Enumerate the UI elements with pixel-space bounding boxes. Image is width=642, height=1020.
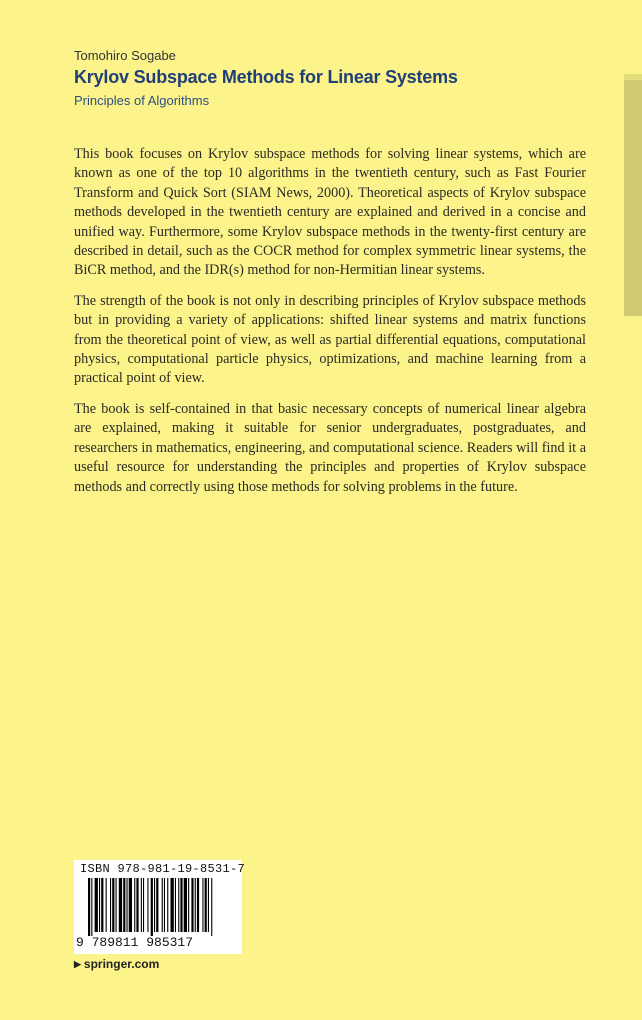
- barcode-bar: [205, 878, 207, 932]
- barcode-bar: [123, 878, 125, 932]
- barcode-bar: [180, 878, 182, 932]
- book-subtitle: Principles of Algorithms: [74, 93, 210, 108]
- book-title: Krylov Subspace Methods for Linear Systems: [74, 67, 458, 87]
- barcode-bar: [211, 878, 212, 936]
- barcode-bar: [127, 878, 128, 932]
- barcode-bar: [154, 878, 155, 932]
- isbn-barcode: [74, 860, 246, 954]
- barcode-bar: [91, 878, 92, 936]
- barcode-bar: [106, 878, 107, 932]
- barcode-bar: [119, 878, 122, 932]
- barcode-bar: [110, 878, 111, 932]
- barcode-bar: [136, 878, 138, 932]
- blurb-paragraph: The strength of the book is not only in describing principles of Krylov subspace methods but in providing a variety of applications: shifted linear systems and matrix functions from the theoretical point of view, as well as partial differential equations, computational physics, computational particle physics, optimizations, and machine learning from a practical point of view.: [74, 292, 586, 387]
- barcode-bar: [101, 878, 103, 932]
- back-cover-blurb: [74, 145, 586, 508]
- blurb-paragraph: This book focuses on Krylov subspace methods for solving linear systems, which are known as one of the top 10 algorithms in the twentieth century, such as Fast Fourier Transform and Quick Sort (SIAM News, 2000). Theoretical aspects of Krylov subspace methods developed in the twentieth century are explained and derived in a concise and unified way. Furthermore, some Krylov subspace methods in the twenty-first century are described in detail, such as the COCR method for complex symmetric linear systems, the BiCR method, and the IDR(s) method for non-Hermitian linear systems.: [74, 146, 586, 279]
- barcode-bar: [151, 878, 153, 936]
- barcode-bar: [188, 878, 189, 932]
- barcode-bar: [134, 878, 135, 932]
- barcode-bar: [99, 878, 100, 932]
- barcode-bar: [184, 878, 187, 932]
- barcode-bars: [88, 878, 236, 936]
- barcode-bar: [208, 878, 209, 932]
- barcode-digits: 9 789811 985317: [76, 935, 194, 950]
- barcode-bar: [171, 878, 174, 932]
- barcode-bar: [129, 878, 132, 932]
- barcode-bar: [162, 878, 163, 932]
- author-name: Tomohiro Sogabe: [74, 48, 176, 63]
- barcode-bar: [156, 878, 158, 932]
- isbn-label: ISBN 978-981-19-8531-7: [80, 862, 246, 876]
- barcode-bar: [164, 878, 165, 932]
- publisher-url: springer.com: [83, 957, 160, 971]
- barcode-bar: [195, 878, 196, 932]
- barcode-bar: [175, 878, 176, 932]
- spine-band-highlight: [624, 74, 642, 80]
- publisher-website[interactable]: [74, 957, 159, 971]
- triangle-right-icon: ▶: [74, 959, 81, 969]
- barcode-bar: [95, 878, 98, 932]
- barcode-bar: [112, 878, 114, 932]
- barcode-bar: [116, 878, 117, 932]
- barcode-bar: [202, 878, 203, 932]
- barcode-bar: [178, 878, 179, 932]
- barcode-bar: [88, 878, 90, 936]
- barcode-bar: [191, 878, 193, 932]
- barcode-bar: [167, 878, 168, 932]
- barcode-bar: [141, 878, 142, 932]
- barcode-bar: [197, 878, 199, 932]
- spine-color-band: [624, 74, 642, 316]
- barcode-bar: [147, 878, 148, 932]
- barcode-bar: [143, 878, 144, 932]
- blurb-paragraph: The book is self-contained in that basic necessary concepts of numerical linear algebra are explained, making it suitable for senior undergraduates, postgraduates, and researchers in mathematics, engineering, and computational science. Readers will find it a useful resource for understanding the principles and properties of Krylov subspace methods and correctly using those methods for solving problems in the future.: [74, 400, 586, 495]
